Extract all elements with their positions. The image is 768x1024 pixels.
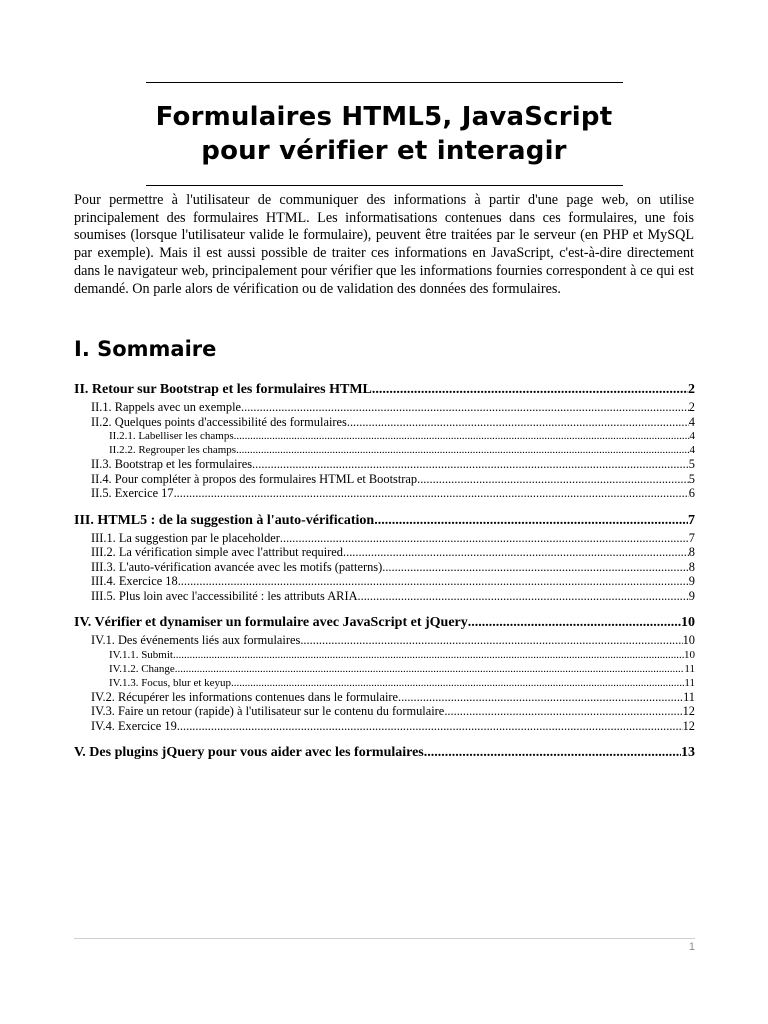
toc-entry-label: IV.3. Faire un retour (rapide) à l'utilisateur sur le contenu du formulaire (91, 704, 445, 718)
toc-entry[interactable] (74, 560, 695, 575)
toc-entry-label: III. HTML5 : de la suggestion à l'auto-vérification (74, 512, 375, 528)
toc-dot-leader (236, 443, 689, 457)
title-line-1: Formulaires HTML5, JavaScript (155, 102, 613, 132)
toc-entry-page: 5 (688, 471, 695, 486)
toc-entry[interactable] (74, 443, 695, 457)
toc-entry-label: II.2.1. Labelliser les champs (109, 430, 234, 442)
toc-entry-label: IV.1. Des événements liés aux formulaires (91, 633, 301, 647)
toc-entry-label: III.5. Plus loin avec l'accessibilité : les attributs ARIA (91, 588, 358, 603)
toc-entry-label: III.4. Exercice 18 (91, 574, 178, 588)
toc-dot-leader (241, 400, 689, 415)
toc-entry[interactable] (74, 512, 695, 531)
toc-entry-label: II.3. Bootstrap et les formulaires (91, 457, 253, 471)
toc-dot-leader (347, 415, 689, 430)
toc-group-section-5 (74, 744, 695, 763)
toc-entry[interactable] (74, 614, 695, 633)
toc-entry-label: IV.1.3. Focus, blur et keyup (109, 676, 232, 689)
toc-entry[interactable] (74, 690, 695, 705)
toc-entry-label: IV.1.2. Change (109, 662, 175, 675)
toc-entry[interactable] (74, 744, 695, 763)
toc-entry[interactable] (74, 472, 695, 487)
toc-entry[interactable] (74, 486, 695, 501)
toc-entry-page: 12 (682, 718, 695, 733)
toc-group-section-2 (74, 381, 695, 501)
toc-dot-leader (372, 381, 688, 398)
toc-entry[interactable] (74, 574, 695, 589)
toc-entry-page: 4 (689, 430, 695, 442)
toc-entry-page: 9 (688, 588, 695, 603)
toc-dot-leader (252, 457, 689, 472)
toc-entry[interactable] (74, 415, 695, 430)
toc-dot-leader (174, 486, 689, 501)
intro-paragraph: Pour permettre à l'utilisateur de communiquer des informations à partir d'une page web, on utilise principalement des formulaires HTML. Les informatisations contenues dans ces formulaires, une fois soumises (lorsque l'utilisateur valide le formulaire), peuvent être traitées par le serveur (en PHP et MySQL par exemple). Mais il est aussi possible de traiter ces informations en JavaScript, c'est-à-dire directement dans le navigateur web, principalement pour vérifier que les informations fournies correspondent à ce qui est demandé. On parle alors de vérification ou de validation des données des formulaires. (74, 192, 694, 297)
toc-entry-label: V. Des plugins jQuery pour vous aider avec les formulaires (74, 745, 424, 760)
toc-entry-page: 10 (681, 615, 695, 630)
toc-entry[interactable] (74, 633, 695, 648)
toc-entry[interactable] (74, 676, 695, 690)
toc-entry-label: II.2.2. Regrouper les champs (109, 444, 237, 456)
toc-entry-page: 11 (684, 662, 695, 675)
toc-dot-leader (398, 690, 683, 705)
toc-entry-label: III.2. La vérification simple avec l'attribut required (91, 545, 344, 559)
toc-entry[interactable] (74, 648, 695, 662)
toc-group-section-3 (74, 512, 695, 604)
toc-dot-leader (173, 648, 684, 662)
toc-dot-leader (417, 472, 689, 487)
title-line-2: pour vérifier et interagir (201, 136, 567, 166)
toc-entry-label: IV. Vérifier et dynamiser un formulaire avec JavaScript et jQuery (74, 615, 468, 630)
toc-dot-leader (468, 614, 681, 631)
page-number: 1 (688, 941, 695, 953)
toc-dot-leader (424, 744, 681, 761)
toc-entry-page: 10 (682, 633, 695, 647)
toc-entry[interactable] (74, 381, 695, 400)
toc-entry-label: IV.1.1. Submit (109, 648, 173, 661)
toc-entry[interactable] (74, 457, 695, 472)
toc-entry-label: II.1. Rappels avec un exemple (91, 400, 242, 414)
toc-entry-page: 8 (688, 545, 695, 559)
toc-entry[interactable] (74, 545, 695, 560)
toc-entry-label: II.4. Pour compléter à propos des formulaires HTML et Bootstrap (91, 471, 418, 486)
toc-entry[interactable] (74, 662, 695, 676)
toc-entry-page: 7 (688, 512, 695, 528)
toc-entry[interactable] (74, 589, 695, 604)
toc-dot-leader (234, 429, 690, 443)
toc-dot-leader (444, 704, 682, 719)
toc-dot-leader (382, 560, 689, 575)
toc-dot-leader (178, 574, 689, 589)
toc-group-section-4 (74, 614, 695, 733)
toc-entry-label: II. Retour sur Bootstrap et les formulaires HTML (74, 382, 372, 397)
toc-entry-page: 11 (683, 689, 695, 704)
toc-dot-leader (280, 531, 689, 546)
toc-dot-leader (300, 633, 682, 648)
toc-entry[interactable] (74, 719, 695, 734)
toc-entry-page: 13 (681, 745, 695, 760)
toc-entry-label: II.2. Quelques points d'accessibilité des formulaires (91, 414, 347, 429)
toc-entry[interactable] (74, 531, 695, 546)
toc-entry-page: 2 (688, 400, 695, 414)
toc-dot-leader (358, 589, 689, 604)
toc-entry-label: III.3. L'auto-vérification avancée avec les motifs (patterns) (91, 559, 383, 574)
toc-entry-page: 10 (684, 648, 695, 661)
toc-entry-page: 6 (688, 486, 695, 500)
toc-entry-label: III.1. La suggestion par le placeholder (91, 530, 280, 545)
toc-dot-leader (231, 676, 684, 690)
toc-entry-label: II.5. Exercice 17 (91, 486, 174, 500)
toc-entry-page: 2 (688, 382, 695, 397)
sommaire-heading: I. Sommaire (74, 337, 217, 361)
toc-entry-page: 9 (688, 574, 695, 588)
toc-entry-page: 7 (688, 530, 695, 545)
document-title (100, 100, 668, 168)
toc-dot-leader (175, 662, 685, 676)
toc-entry-page: 12 (682, 704, 695, 718)
table-of-contents (74, 381, 695, 774)
toc-dot-leader (177, 719, 683, 734)
toc-entry-page: 4 (688, 414, 695, 429)
title-rule-bottom (146, 185, 623, 186)
toc-dot-leader (343, 545, 689, 560)
footer-rule (74, 938, 695, 939)
toc-entry-page: 11 (684, 676, 695, 689)
toc-entry-label: IV.4. Exercice 19 (91, 718, 177, 733)
toc-entry-label: IV.2. Récupérer les informations contenues dans le formulaire (91, 689, 399, 704)
toc-entry-page: 5 (688, 457, 695, 471)
toc-entry-page: 4 (689, 444, 695, 456)
toc-entry[interactable] (74, 429, 695, 443)
toc-entry[interactable] (74, 704, 695, 719)
toc-entry[interactable] (74, 400, 695, 415)
toc-dot-leader (374, 512, 688, 529)
toc-entry-page: 8 (688, 559, 695, 574)
title-rule-top (146, 82, 623, 83)
